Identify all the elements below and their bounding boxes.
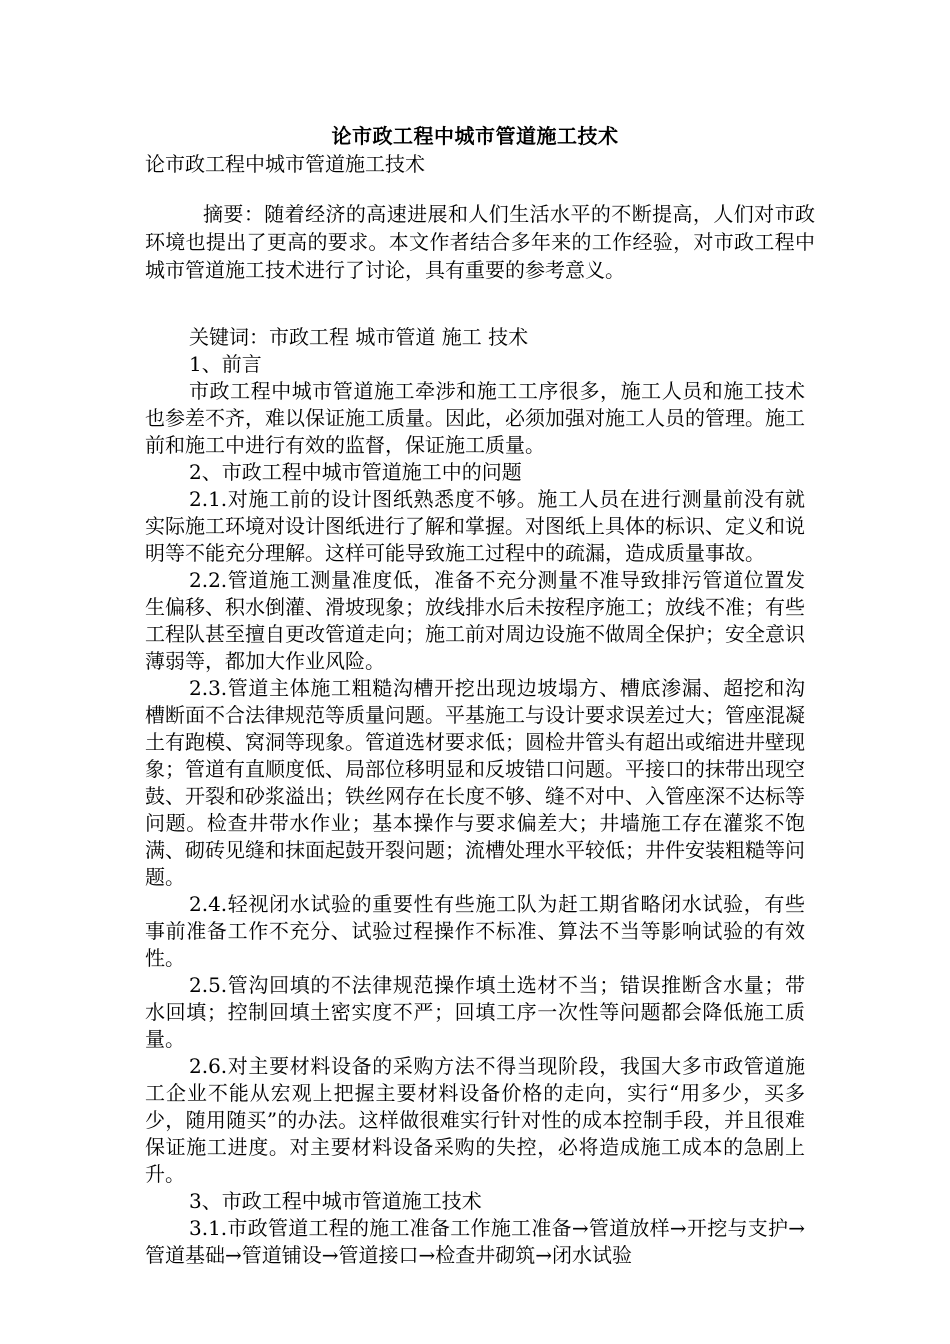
body-paragraph: 市政工程中城市管道施工牵涉和施工工序很多，施工人员和施工技术也参差不齐，难以保证施工质量。因此，必须加强对施工人员的管理。施工前和施工中进行有效的监督，保证施工质量。: [145, 379, 805, 457]
body-paragraph: 2.1.对施工前的设计图纸熟悉度不够。施工人员在进行测量前没有就实际施工环境对设计图纸进行了解和掌握。对图纸上具体的标识、定义和说明等不能充分理解。这样可能导致施工过程中的疏漏，造成质量事故。: [145, 487, 805, 565]
section-heading: 3、市政工程中城市管道施工技术: [189, 1189, 482, 1213]
section-heading: 1、前言: [189, 352, 262, 376]
body-paragraph: 2.3.管道主体施工粗糙沟槽开挖出现边坡塌方、槽底渗漏、超挖和沟槽断面不合法律规范等质量问题。平基施工与设计要求误差过大；管座混凝土有跑模、窝洞等现象。管道选材要求低；圆检井管头有超出或缩进井壁现象；管道有直顺度低、局部位移明显和反坡错口问题。平接口的抹带出现空鼓、开裂和砂浆溢出；铁丝网存在长度不够、缝不对中、入管座深不达标等问题。检查井带水作业；基本操作与要求偏差大；井墙施工存在灌浆不饱满、砌砖见缝和抹面起鼓开裂问题；流槽处理水平较低；井件安装粗糙等问题。: [145, 676, 805, 889]
body-paragraph: 3.1.市政管道工程的施工准备工作施工准备→管道放样→开挖与支护→管道基础→管道铺设→管道接口→检查井砌筑→闭水试验: [145, 1216, 805, 1267]
body-paragraph: 2.2.管道施工测量准度低，准备不充分测量不准导致排污管道位置发生偏移、积水倒灌、滑坡现象；放线排水后未按程序施工；放线不准；有些工程队甚至擅自更改管道走向；施工前对周边设施不做周全保护；安全意识薄弱等，都加大作业风险。: [145, 568, 805, 673]
body-paragraph: 2.4.轻视闭水试验的重要性有些施工队为赶工期省略闭水试验，有些事前准备工作不充分、试验过程操作不标准、算法不当等影响试验的有效性。: [145, 892, 805, 970]
body-paragraph: 2.5.管沟回填的不法律规范操作填土选材不当；错误推断含水量；带水回填；控制回填土密实度不严；回填工序一次性等问题都会降低施工质量。: [145, 973, 805, 1051]
abstract-paragraph: 摘要：随着经济的高速进展和人们生活水平的不断提高，人们对市政环境也提出了更高的要求。本文作者结合多年来的工作经验，对市政工程中城市管道施工技术进行了讨论，具有重要的参考意义。: [145, 202, 815, 282]
document-subtitle: 论市政工程中城市管道施工技术: [145, 152, 425, 176]
keywords-line: 关键词：市政工程 城市管道 施工 技术: [189, 325, 529, 349]
document-title: 论市政工程中城市管道施工技术: [331, 124, 619, 148]
body-paragraph: 2.6.对主要材料设备的采购方法不得当现阶段，我国大多市政管道施工企业不能从宏观上把握主要材料设备价格的走向，实行“用多少，买多少，随用随买”的办法。这样做很难实行针对性的成本控制手段，并且很难保证施工进度。对主要材料设备采购的失控，必将造成施工成本的急剧上升。: [145, 1054, 805, 1186]
document-body: [145, 324, 805, 1269]
section-heading: 2、市政工程中城市管道施工中的问题: [189, 460, 522, 484]
